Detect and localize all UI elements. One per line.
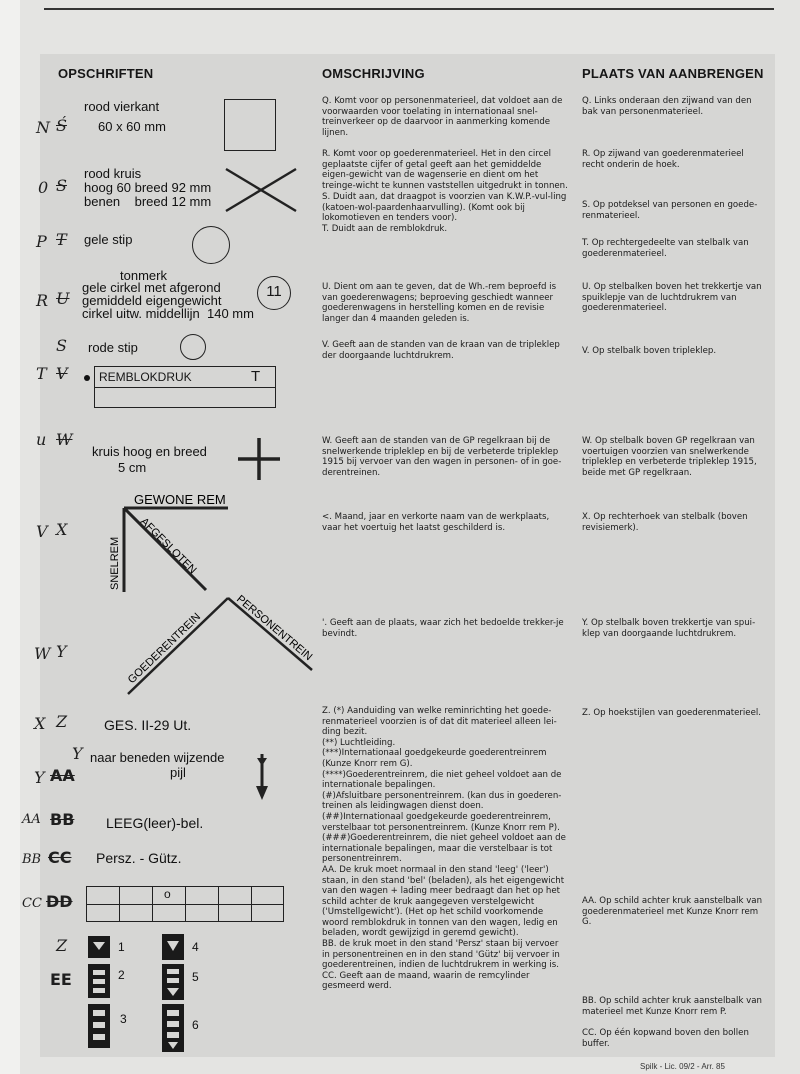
description-y: '. Geeft aan de plaats, waar zich het bedoelde trekker-je bevindt. [322,618,564,639]
hw-t2: T [36,364,47,383]
marking-s-label: gele stip [84,232,133,247]
hw-w: W [56,430,73,449]
hw-aa2: AA [22,812,41,827]
marking-u-line4: cirkel uitw. middellijn 140 mm [82,306,254,321]
hw-x: X [56,520,68,539]
page-footer: Spilk - Lic. 09/2 - Arr. 85 [640,1062,725,1071]
tonnage-circle-number: 11 [266,283,282,300]
shield-number-3: 3 [120,1012,127,1026]
marking-r-line1: rood kruis [84,166,142,181]
marking-u-line3: gemiddeld eigengewicht [82,293,222,308]
hw-u2: u [36,430,47,449]
description-cc: CC. Geeft aan de maand, waarin de remcylinder gesmeerd werd. [322,970,530,992]
placement-bb: BB. Op schild achter kruk aanstelbalk van materieel met Kunze Knorr rem P. [582,996,762,1017]
marking-v-label: rode stip [88,340,138,355]
shield-icon [162,1004,184,1052]
square-symbol [224,99,276,151]
hw-y: Y [56,642,67,661]
description-z: Z. (*) Aanduiding van welke reminrichting het goede-renmaterieel voorzien is of dat dit materieel alleen lei-ding bezit. [322,706,557,738]
description-z-block [322,706,568,992]
marking-r-line2: hoog 60 breed 92 mm [84,180,212,195]
shield-number-4: 4 [192,940,199,954]
personentrein-label: PERSONENTREIN [234,593,315,664]
description-z3: (****)Goederentreinrem, die niet geheel voldoet aan de internationale bepalingen. [322,769,562,791]
placement-r: R. Op zijwand van goederenmaterieel recht onderin de hoek. [582,149,744,170]
description-s: S. Duidt aan, dat draagpot is voorzien van K.W.P.-vul-ling (katoen-wol-paardenhaarvulling). (Komt ook bij lokomotieven en tenders voor). [322,192,567,224]
shield-icon [88,936,110,958]
header-description: OMSCHRIJVING [322,66,425,81]
shield-number-5: 5 [192,970,199,984]
shield-number-2: 2 [118,968,125,982]
description-z6: (###)Goederentreinrem, die niet geheel voldoet aan de internationale bepalingen, maar die verstelbaar is tot personentreinrem. [322,833,566,865]
marking-r-line3: benen breed 12 mm [84,194,212,209]
hw-q: Ś [56,116,67,135]
hw-dd: DD [46,892,73,911]
gewone-rem-label: GEWONE REM [134,492,226,507]
placement-u: U. Op stelbalken boven het trekkertje van spuiklepje van de luchtdrukrem van goederenmaterieel. [582,282,762,314]
description-v: V. Geeft aan de standen van de kraan van de tripleklep der doorgaande luchtdrukrem. [322,340,560,361]
hw-y2: Y [34,768,45,787]
shield-icon [162,934,184,960]
description-t: T. Duidt aan de remblokdruk. [322,224,448,234]
hw-o: 0 [38,178,49,197]
month-grid [86,886,284,922]
marking-q-line2: 60 x 60 mm [98,119,166,134]
placement-s: S. Op potdeksel van personen en goede-renmaterieel. [582,200,758,221]
header-placement: PLAATS VAN AANBRENGEN [582,66,764,81]
placement-t: T. Op rechtergedeelte van stelbalk van goederenmaterieel. [582,238,749,259]
marking-aa-line2: pijl [170,765,186,780]
marking-u-line2: gele cirkel met afgerond [82,280,221,295]
goederentrein-label: GOEDERENTREIN [125,610,204,687]
hw-r: S [56,176,67,195]
placement-y: Y. Op stelbalk boven trekkertje van spui-klep van doorgaande luchtdrukrem. [582,618,756,639]
marking-z-label: GES. II-29 Ut. [104,717,192,733]
yellow-dot-symbol [192,226,230,264]
description-z1: (**) Luchtleiding. [322,737,396,748]
placement-q: Q. Links onderaan den zijwand van den bak van personenmaterieel. [582,96,752,117]
hw-bb2: BB [22,852,42,867]
hw-u: U [56,289,70,308]
hw-x2: X [34,714,46,733]
description-aa: AA. De kruk moet normaal in den stand 'leeg' ('leer') staan, in den stand 'bel' (beladen), als het eigengewicht van den wagen + lading meer bedraagt dan het op het schild achter de kruk aangegeven verstelgewicht ('Umstellgewicht'). (Het op het schild voorkomende woord remblokdruk in tonnen van den wagen, ledig en beladen, wordt gewijzigd in geremd gewicht). [322,864,565,939]
description-z5: (##)Internationaal goedgekeurde goederentreinrem, verstelbaar tot personentreinrem. (Kunze Knorr rem P). [322,811,560,833]
placement-z: Z. Op hoekstijlen van goederenmaterieel. [582,708,762,718]
hw-v: V [56,364,68,383]
bullet-dot [84,375,90,381]
shield-number-6: 6 [192,1018,199,1032]
hw-w2: W [34,644,51,663]
grid-marker: o [164,887,171,901]
shield-number-1: 1 [118,940,125,954]
shield-icon [88,1004,110,1048]
description-x: <. Maand, jaar en verkorte naam van de werkplaats, vaar het voertuig het laatst geschilderd is. [322,512,550,533]
marking-aa-line1: naar beneden wijzende [90,750,225,765]
description-z2: (***)Internationaal goedgekeurde goederentreinrem (Kunze Knorr rem G). [322,748,547,769]
marking-cc-label: Persz. - Gütz. [96,850,182,866]
remblokdruk-letter: T [251,368,261,385]
afgesloten-label: AFGESLOTEN [137,515,199,577]
top-rule [44,8,774,10]
hw-y3: Y [72,744,83,763]
hw-z: Z [56,712,68,731]
train-type-diagram [116,592,316,702]
hw-r2: R [36,291,49,310]
hw-p: P [36,232,47,251]
marking-bb-label: LEEG(leer)-bel. [106,815,204,831]
description-bb: BB. de kruk moet in den stand 'Persz' staan bij vervoer in personentreinen en in den stand 'Gütz' bij vervoer in goederentreinen, indien de luchtdrukrem in werking is. [322,939,560,971]
description-q: Q. Komt voor op personenmaterieel, dat voldoet aan de voorwaarden voor toelating in internationaal snel-treinverkeer op de daarvoor in aanmerking komende lijnen. [322,96,563,138]
red-dot-symbol [180,334,206,360]
remblokdruk-box [94,366,276,408]
hw-ee: EE [50,970,72,989]
marking-w-line1: kruis hoog en breed [92,444,207,459]
placement-x: X. Op rechterhoek van stelbalk (boven revisiemerk). [582,512,748,533]
placement-w: W. Op stelbalk boven GP regelkraan van voertuigen voorzien van snelwerkende tripleklep en verbeterde tripleklep 1915, beide met GP regelkraan. [582,436,757,478]
snelrem-label: SNELREM [109,536,121,590]
marking-w-line2: 5 cm [118,460,147,475]
tonnage-circle-symbol [257,276,291,310]
brake-position-diagram [96,488,256,600]
description-r: R. Komt voor op goederenmaterieel. Het in den circel geplaatste cijfer of getal geeft aan het gemiddelde eigen-gewicht van de wagenserie en dient om het treinge-wicht te kunnen vaststellen uitgedrukt in tonnen. [322,149,568,191]
placement-aa: AA. Op schild achter kruk aanstelbalk van goederenmaterieel met Kunze Knorr rem G. [582,896,763,928]
remblokdruk-text: REMBLOKDRUK [99,370,192,384]
hw-z2: Z [56,936,68,955]
hw-cc2: CC [22,896,42,911]
placement-v: V. Op stelbalk boven tripleklep. [582,346,717,356]
hw-v2: V [36,522,48,541]
header-markings: OPSCHRIFTEN [58,66,154,81]
description-u: U. Dient om aan te geven, dat de Wh.-rem beproefd is van goederenwagens; beproeving geschiedt wanneer goederenwagens in herstelling komen en de revisie langer dan 4 maanden geleden is. [322,282,557,324]
hw-t: T [56,230,67,249]
down-arrow-icon [254,752,270,802]
hw-n: N [36,118,50,137]
shield-icon [88,964,110,998]
marking-u-line1: tonmerk [120,268,167,283]
hw-bb: BB [50,810,75,829]
description-z4: (#)Afsluitbare personentreinrem. (kan dus in goederen-treinen als leidingwagen dienst doen. [322,790,562,812]
hw-cc: CC [48,848,72,867]
hw-aa: AA [50,766,75,785]
hw-s: S [56,336,67,355]
page-edge [0,0,20,1074]
placement-cc: CC. Op één kopwand boven den bollen buffer. [582,1028,749,1049]
description-w: W. Geeft aan de standen van de GP regelkraan bij de snelwerkende tripleklep en bij de verbeterde tripleklep 1915 bij vervoer van den wagen in personen- of in goe-derentreinen. [322,436,562,478]
plus-cross-symbol [236,436,282,482]
marking-q-line1: rood vierkant [84,99,160,114]
x-cross-symbol [222,165,300,215]
shield-icon [162,964,184,1000]
